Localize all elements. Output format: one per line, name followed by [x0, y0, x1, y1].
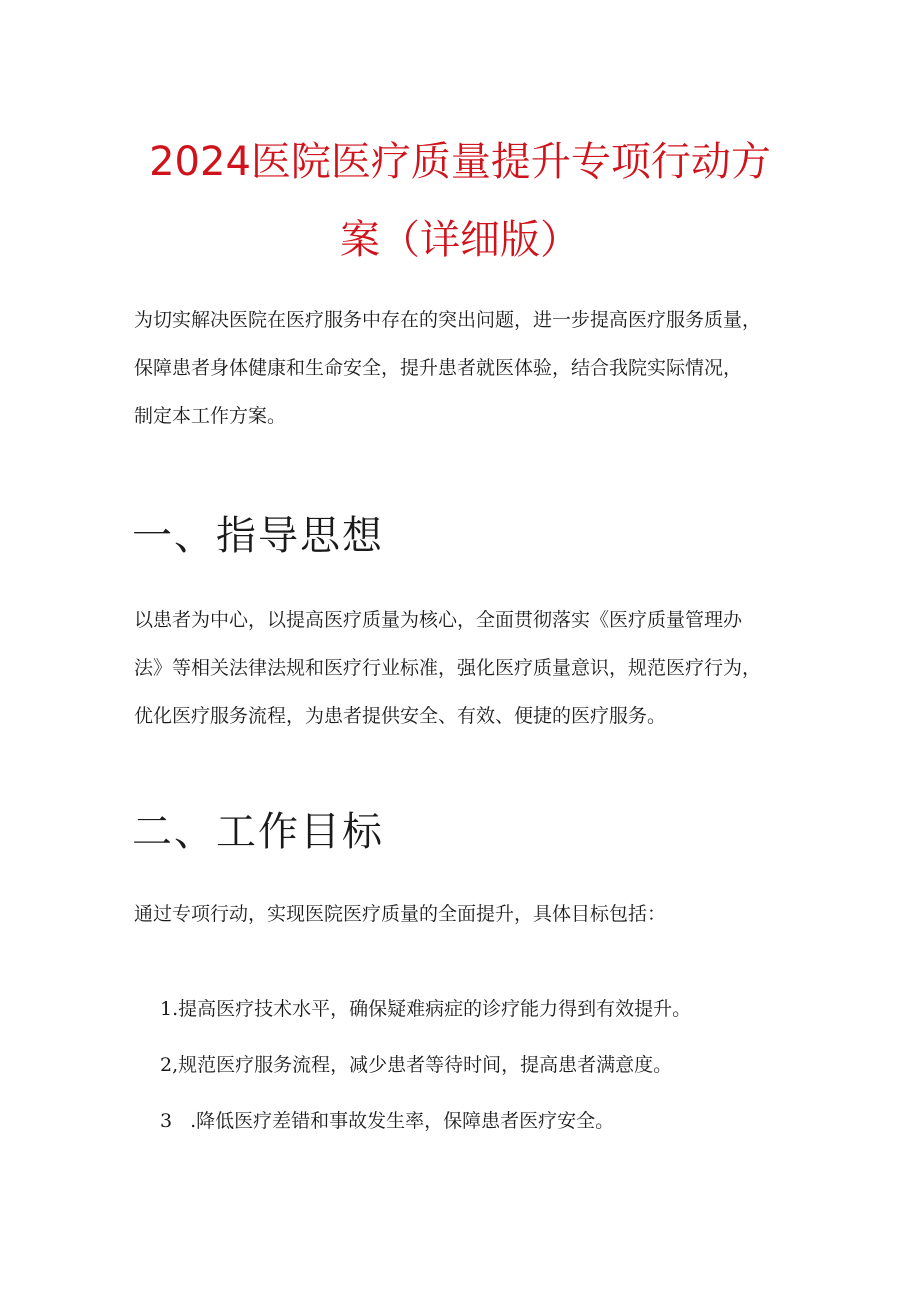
list-item-text: 规范医疗服务流程，减少患者等待时间，提高患者满意度。	[178, 1054, 673, 1076]
list-item-number: 2,	[160, 1054, 179, 1076]
list-item-number: 1.	[160, 998, 179, 1020]
section-2-heading: 二、工作目标	[132, 809, 384, 855]
section-2-intro: 通过专项行动，实现医院医疗质量的全面提升，具体目标包括：	[134, 903, 667, 925]
list-item-text: .降低医疗差错和事故发生率，保障患者医疗安全。	[190, 1110, 615, 1132]
list-item	[160, 1050, 672, 1077]
list-item-text: 提高医疗技术水平，确保疑难病症的诊疗能力得到有效提升。	[178, 998, 692, 1020]
section-1-line-2: 法》等相关法律法规和医疗行业标准，强化医疗质量意识，规范医疗行为，	[134, 657, 762, 679]
section-1-heading: 一、指导思想	[132, 513, 384, 559]
document-title-line-1: 2024医院医疗质量提升专项行动方	[149, 139, 771, 185]
intro-line-3: 制定本工作方案。	[134, 405, 287, 427]
intro-line-2: 保障患者身体健康和生命安全，提升患者就医体验，结合我院实际情况，	[134, 357, 743, 379]
intro-line-1: 为切实解决医院在医疗服务中存在的突出问题，进一步提高医疗服务质量，	[134, 309, 762, 331]
section-1-line-3: 优化医疗服务流程，为患者提供安全、有效、便捷的医疗服务。	[134, 705, 667, 727]
list-item-number: 3	[160, 1110, 173, 1132]
list-item	[160, 1106, 614, 1133]
list-item	[160, 994, 691, 1021]
document-title-line-2: 案（详细版）	[340, 217, 580, 263]
section-1-line-1: 以患者为中心，以提高医疗质量为核心，全面贯彻落实《医疗质量管理办	[134, 609, 743, 631]
